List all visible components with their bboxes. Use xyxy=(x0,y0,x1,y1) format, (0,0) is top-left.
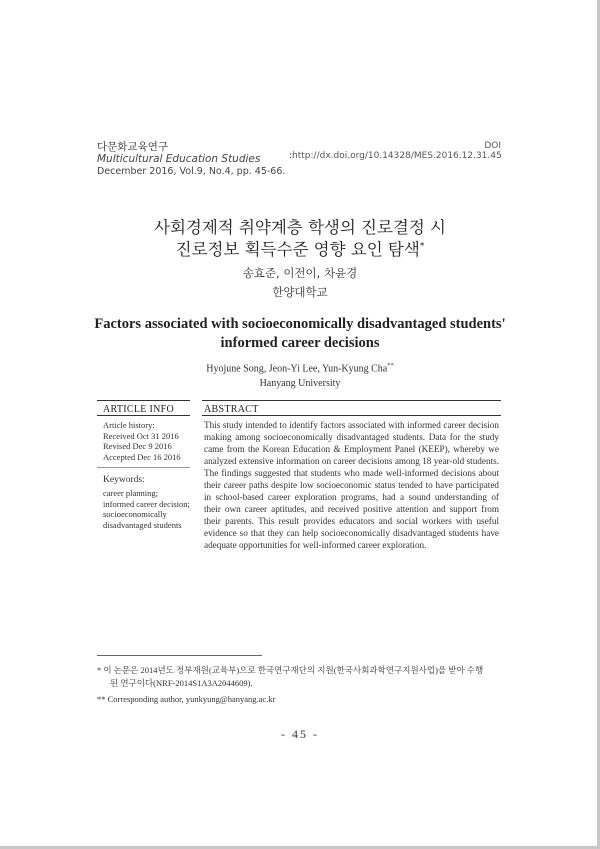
article-info-heading: ARTICLE INFO xyxy=(103,404,175,415)
authors-ko: 송효준, 이전이, 차윤경 xyxy=(242,266,358,280)
korean-title-line2-text: 진로정보 획득수준 영향 요인 탐색 xyxy=(175,240,420,259)
history-received: Received Oct 31 2016 xyxy=(103,430,179,441)
affiliation-en: Hanyang University xyxy=(259,378,341,389)
affiliation-ko: 한양대학교 xyxy=(272,285,328,299)
keyword-item: career planning; xyxy=(103,488,158,498)
keyword-item: socioeconomically xyxy=(103,509,167,519)
footnote-rule xyxy=(97,655,262,656)
page-number: - 45 - xyxy=(281,727,319,741)
footnote-corresponding: ** Corresponding author, yunkyung@hanyang.ac.kr xyxy=(97,694,276,704)
footnote-funding-line1: * 이 논문은 2014년도 정부재원(교육부)으로 한국연구재단의 지원(한국사회과학연구지원사업)을 받아 수행 xyxy=(97,665,484,675)
issue-info: December 2016, Vol.9, No.4, pp. 45-66. xyxy=(97,166,286,177)
abstract-heading-rule xyxy=(202,415,501,416)
title-footnote-marker: * xyxy=(419,241,425,252)
keyword-item: disadvantaged students xyxy=(103,519,182,530)
article-info-heading-rule xyxy=(97,415,190,416)
article-info-top-rule xyxy=(97,400,190,401)
authors-en xyxy=(0,362,600,374)
english-title-line2: informed career decisions xyxy=(220,335,380,351)
abstract-heading: ABSTRACT xyxy=(204,404,259,415)
footnote-funding xyxy=(97,664,502,690)
journal-title-ko: 다문화교육연구 xyxy=(97,141,169,153)
corresponding-marker: ** xyxy=(387,362,394,369)
history-revised: Revised Dec 9 2016 xyxy=(103,441,172,451)
abstract-top-rule xyxy=(202,400,501,401)
history-label: Article history: xyxy=(103,420,155,430)
footnote-funding-line2: 된 연구이다(NRF-2014S1A3A2044609). xyxy=(110,678,253,688)
article-history xyxy=(103,420,181,462)
korean-title-line1: 사회경제적 취약계층 학생의 진로결정 시 xyxy=(154,218,446,237)
article-info-divider xyxy=(97,467,190,468)
abstract-text: This study intended to identify factors associated with informed career decision making among socioeconomically disadvantaged students. Data for the study came from the Korean Education & Employment Panel (KEEP), whereby we analyzed extensive information on career decisions among 18 year-old students. The findings suggested that students who made well-informed decisions about their career paths despite low socioeconomic status tended to have participated in school-based career exploration programs, had a sound understanding of their own career aptitudes, and received positive attention and support from their parents. This result provides educators and social workers with useful evidence so that they can help socioeconomically disadvantaged students have adequate opportunities for well-informed career exploration. xyxy=(204,420,499,551)
keywords-label: Keywords: xyxy=(103,475,145,485)
keywords-list xyxy=(103,488,190,530)
doi-link[interactable]: DOI :http://dx.doi.org/10.14328/MES.2016.12.31.45 xyxy=(289,141,502,161)
history-accepted: Accepted Dec 16 2016 xyxy=(103,451,181,462)
english-title-line1: Factors associated with socioeconomically disadvantaged students' xyxy=(94,316,506,332)
keyword-item: informed career decision; xyxy=(103,498,190,509)
journal-title-en: Multicultural Education Studies xyxy=(97,153,261,165)
korean-title-line2 xyxy=(0,236,600,260)
authors-en-text: Hyojune Song, Jeon-Yi Lee, Yun-Kyung Cha xyxy=(206,363,388,375)
